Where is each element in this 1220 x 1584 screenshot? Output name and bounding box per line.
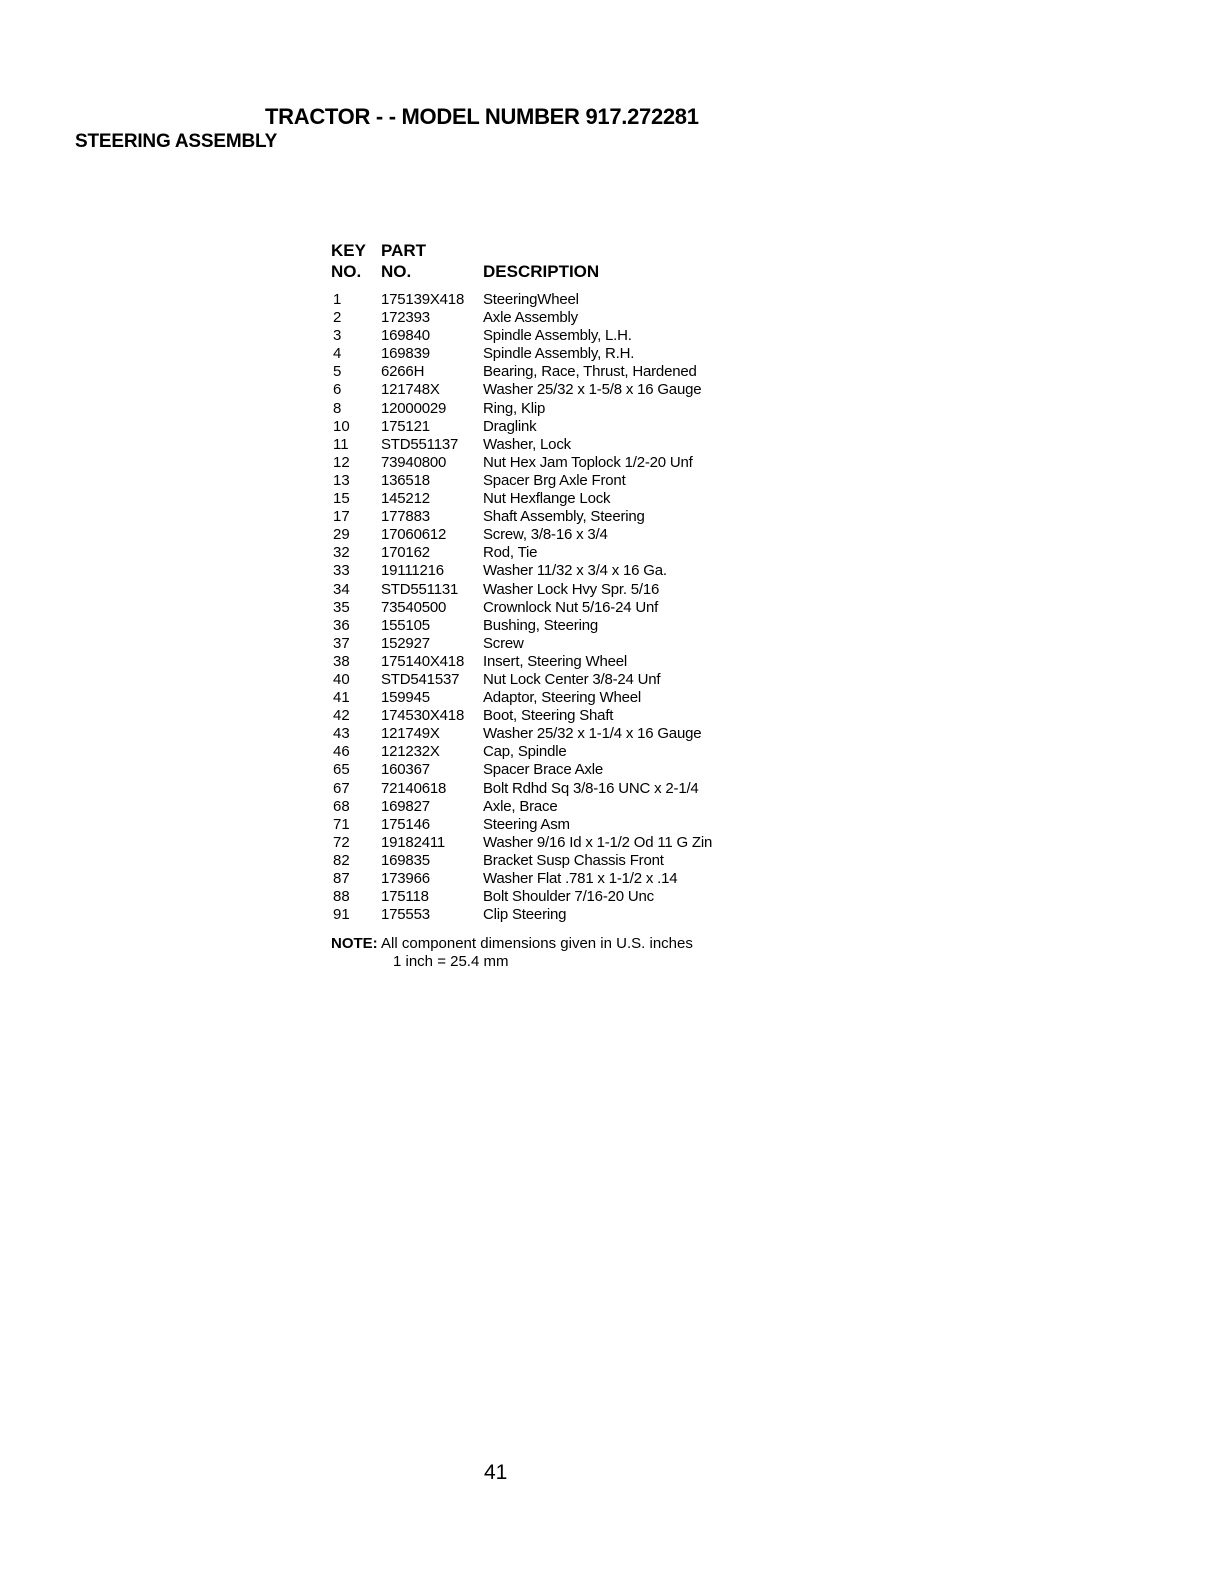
part-description: Clip Steering [483,906,567,924]
part-description: Crownlock Nut 5/16-24 Unf [483,598,659,616]
key-number: 37 [333,634,350,652]
key-number: 35 [333,598,350,616]
part-description: Washer, Lock [483,435,571,453]
part-description: Insert, Steering Wheel [483,652,628,670]
key-number: 72 [333,833,350,851]
part-description: Rod, Tie [483,544,538,562]
part-number: 73940800 [381,453,447,471]
part-number: 121749X [381,725,440,743]
key-column-header-line2: NO. [331,262,362,281]
part-number: 173966 [381,870,430,887]
part-description: Adaptor, Steering Wheel [483,689,641,707]
key-number: 43 [333,725,350,743]
key-number: 1 [333,291,342,308]
part-description: Spindle Assembly, R.H. [483,345,635,363]
key-number: 87 [333,870,350,887]
key-number: 91 [333,906,350,924]
part-number: STD551131 [381,580,459,598]
part-number: 175139X418 [381,291,465,308]
key-number: 29 [333,526,350,544]
part-description: Shaft Assembly, Steering [483,508,645,526]
key-number: 33 [333,562,350,580]
key-number: 13 [333,471,350,489]
key-number: 38 [333,652,350,670]
part-description: SteeringWheel [483,291,579,308]
part-description: Nut Lock Center 3/8-24 Unf [483,670,661,688]
key-number: 88 [333,888,350,906]
key-number: 11 [333,435,349,453]
page-number: 41 [484,1461,508,1484]
part-number: STD541537 [381,670,460,688]
part-description: Spindle Assembly, L.H. [483,327,632,345]
part-column-header-line1: PART [381,241,427,260]
part-number: 169827 [381,797,430,815]
key-number: 41 [333,689,350,707]
part-number: 175553 [381,906,430,924]
key-number: 3 [333,327,342,345]
part-number: 169840 [381,327,430,345]
part-number: 177883 [381,508,430,526]
key-number: 67 [333,779,350,797]
part-description: Draglink [483,417,537,435]
part-number: 72140618 [381,779,447,797]
part-description: Bolt Shoulder 7/16-20 Unc [483,888,654,906]
part-number: 160367 [381,761,430,779]
part-number: 174530X418 [381,707,465,725]
part-description: Bracket Susp Chassis Front [483,851,664,869]
key-number: 17 [333,508,350,526]
part-description: Screw, 3/8-16 x 3/4 [483,526,608,544]
key-number: 12 [333,453,350,471]
key-number: 4 [333,345,342,363]
part-description: Boot, Steering Shaft [483,707,614,725]
key-number: 46 [333,743,350,761]
part-description: Spacer Brace Axle [483,761,603,779]
part-number: 19111216 [381,562,444,580]
part-number: 175140X418 [381,652,465,670]
part-description: Washer 25/32 x 1-1/4 x 16 Gauge [483,725,702,743]
part-number: 6266H [381,363,425,381]
part-number: 170162 [381,544,430,562]
part-description: Bearing, Race, Thrust, Hardened [483,363,697,381]
part-description: Steering Asm [483,815,570,833]
part-number: STD551137 [381,435,459,453]
key-number: 32 [333,544,350,562]
part-number: 17060612 [381,526,447,544]
part-description: Spacer Brg Axle Front [483,471,626,489]
key-number: 10 [333,417,350,435]
part-number: 121748X [381,381,440,399]
note-text: All component dimensions given in U.S. inches [381,935,693,952]
part-description: Axle, Brace [483,797,558,815]
key-number: 34 [333,580,350,598]
part-number: 169835 [381,851,430,869]
part-number: 175121 [381,417,430,435]
key-number: 40 [333,670,350,688]
part-description: Screw [483,634,524,652]
part-description: Washer Lock Hvy Spr. 5/16 [483,580,660,598]
part-description: Washer 11/32 x 3/4 x 16 Ga. [483,562,667,580]
part-number: 136518 [381,471,430,489]
part-description: Washer Flat .781 x 1-1/2 x .14 [483,870,678,887]
key-number: 6 [333,381,342,399]
part-description: Washer 25/32 x 1-5/8 x 16 Gauge [483,381,702,399]
note-conversion: 1 inch = 25.4 mm [393,953,509,970]
key-number: 36 [333,616,350,634]
description-column-header: DESCRIPTION [483,262,600,281]
key-number: 65 [333,761,350,779]
part-number: 152927 [381,634,430,652]
part-description: Washer 9/16 Id x 1-1/2 Od 11 G Zin [483,833,713,851]
key-number: 8 [333,399,342,417]
key-number: 82 [333,851,350,869]
part-description: Nut Hexflange Lock [483,490,611,508]
key-number: 71 [333,815,350,833]
part-number: 175118 [381,888,429,906]
part-number: 175146 [381,815,430,833]
part-number: 73540500 [381,598,447,616]
key-number: 5 [333,363,342,381]
part-description: Ring, Klip [483,399,546,417]
note [331,935,693,970]
part-number: 155105 [381,616,430,634]
part-description: Bushing, Steering [483,616,599,634]
part-number: 159945 [381,689,430,707]
part-description: Nut Hex Jam Toplock 1/2-20 Unf [483,453,693,471]
part-number: 12000029 [381,399,447,417]
part-number: 145212 [381,490,430,508]
part-number: 172393 [381,309,430,327]
part-description: Bolt Rdhd Sq 3/8-16 UNC x 2-1/4 [483,779,699,797]
note-label: NOTE: [331,935,378,952]
part-description: Axle Assembly [483,309,578,327]
key-number: 42 [333,707,350,725]
part-column-header-line2: NO. [381,262,412,281]
key-number: 68 [333,797,350,815]
section-title: STEERING ASSEMBLY [75,131,278,152]
key-number: 15 [333,490,350,508]
page-title: TRACTOR - - MODEL NUMBER 917.272281 [265,104,699,129]
key-number: 2 [333,309,342,327]
part-number: 19182411 [381,833,446,851]
key-column-header-line1: KEY [331,241,366,260]
part-description: Cap, Spindle [483,743,567,761]
part-number: 169839 [381,345,430,363]
part-number: 121232X [381,743,440,761]
